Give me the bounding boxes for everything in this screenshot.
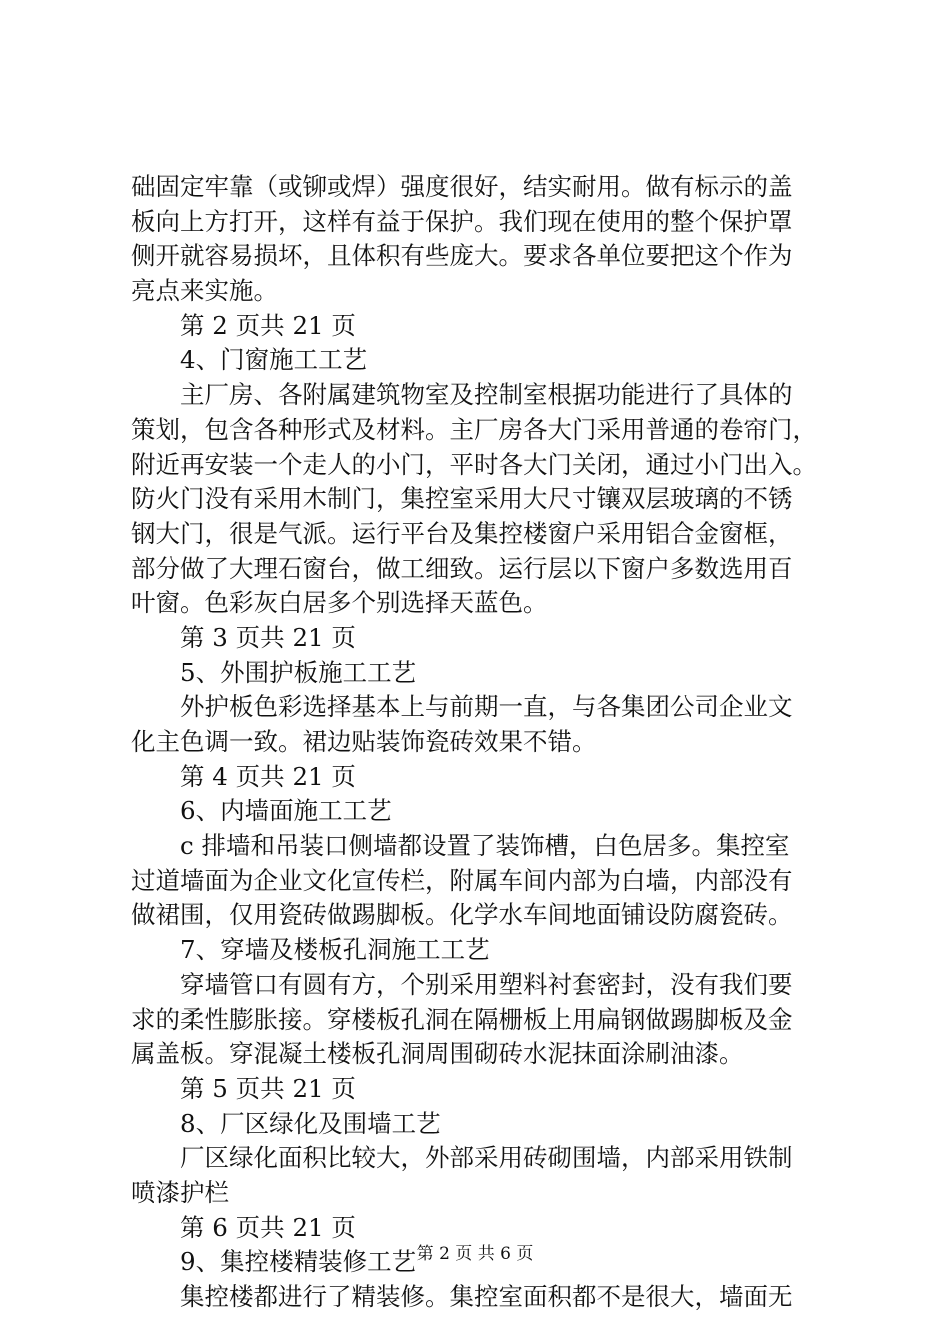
text-line: c 排墙和吊装口侧墙都设置了装饰槽，白色居多。集控室 <box>180 831 790 861</box>
text-line: 础固定牢靠（或铆或焊）强度很好，结实耐用。做有标示的盖 <box>131 172 793 201</box>
text-line: 第 5 页共 21 页 <box>180 1073 356 1103</box>
text-line: 主厂房、各附属建筑物室及控制室根据功能进行了具体的 <box>180 380 793 410</box>
text-line: 厂区绿化面积比较大，外部采用砖砌围墙，内部采用铁制 <box>180 1143 793 1173</box>
text-line: 9、集控楼精装修工艺 <box>180 1247 417 1277</box>
text-line: 钢大门，很是气派。运行平台及集控楼窗户采用铝合金窗框， <box>131 518 793 548</box>
text-line: 6、内墙面施工工艺 <box>180 796 392 826</box>
text-line: 过道墙面为企业文化宣传栏，附属车间内部为白墙，内部没有 <box>131 865 793 895</box>
text-line: 4、门窗施工工艺 <box>180 345 368 375</box>
text-line: 侧开就容易损坏，且体积有些庞大。要求各单位要把这个作为 <box>131 241 793 271</box>
text-line: 第 3 页共 21 页 <box>180 622 356 652</box>
text-line: 8、厂区绿化及围墙工艺 <box>180 1108 441 1138</box>
text-line: 第 4 页共 21 页 <box>180 761 356 791</box>
text-line: 第 2 页共 21 页 <box>180 310 356 340</box>
text-line: 属盖板。穿混凝土楼板孔洞周围砌砖水泥抹面涂刷油漆。 <box>131 1039 744 1069</box>
text-line: 第 6 页共 21 页 <box>180 1212 356 1242</box>
text-line: 喷漆护栏 <box>131 1177 229 1207</box>
text-line: 叶窗。色彩灰白居多个别选择天蓝色。 <box>131 588 548 618</box>
text-line: 5、外围护板施工工艺 <box>180 657 417 687</box>
text-line: 求的柔性膨胀接。穿楼板孔洞在隔栅板上用扁钢做踢脚板及金 <box>131 1004 793 1034</box>
text-line: 穿墙管口有圆有方，个别采用塑料衬套密封，没有我们要 <box>180 969 793 999</box>
text-line: 防火门没有采用木制门，集控室采用大尺寸镶双层玻璃的不锈 <box>131 484 793 514</box>
page-footer: 第 2 页 共 6 页 <box>416 1244 534 1264</box>
text-line: 亮点来实施。 <box>131 276 278 306</box>
text-line: 化主色调一致。裙边贴装饰瓷砖效果不错。 <box>131 727 597 756</box>
text-line: 部分做了大理石窗台，做工细致。运行层以下窗户多数选用百 <box>131 553 793 583</box>
text-line: 策划，包含各种形式及材料。主厂房各大门采用普通的卷帘门， <box>131 414 817 444</box>
text-line: 板向上方打开，这样有益于保护。我们现在使用的整个保护罩 <box>131 206 793 236</box>
document-body <box>131 170 831 1315</box>
text-line: 做裙围，仅用瓷砖做踢脚板。化学水车间地面铺设防腐瓷砖。 <box>131 900 793 930</box>
text-line: 附近再安装一个走人的小门，平时各大门关闭，通过小门出入。 <box>131 449 817 479</box>
text-line: 7、穿墙及楼板孔洞施工工艺 <box>180 935 490 965</box>
text-line: 集控楼都进行了精装修。集控室面积都不是很大，墙面无 <box>180 1282 793 1311</box>
text-line: 外护板色彩选择基本上与前期一直，与各集团公司企业文 <box>180 692 793 722</box>
